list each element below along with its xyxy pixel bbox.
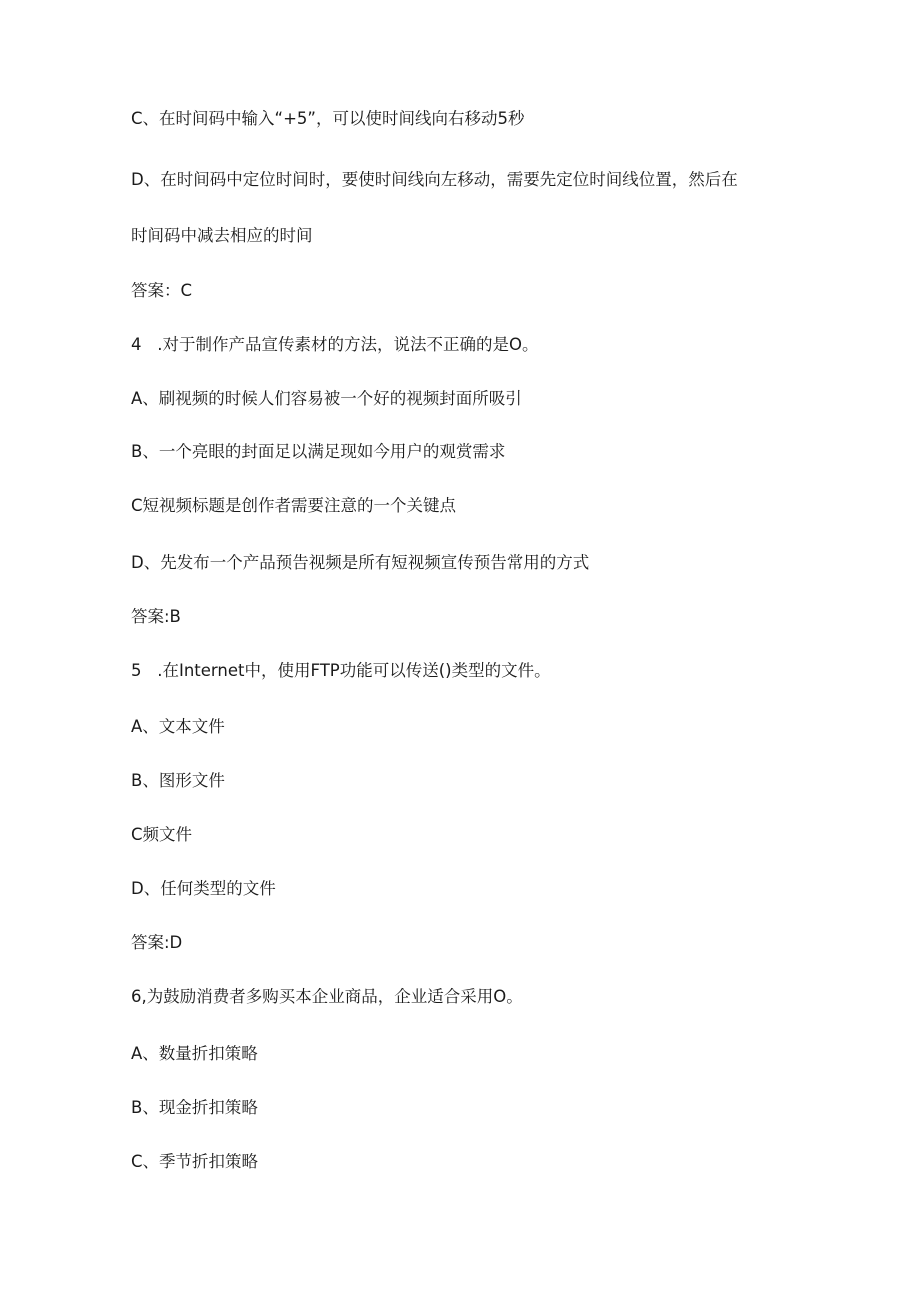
option-a-q5: A、文本文件 [131, 717, 225, 736]
option-b-q5: B、图形文件 [131, 771, 225, 790]
option-c-q6: C、季节折扣策略 [131, 1152, 259, 1171]
option-c-q4: C短视频标题是创作者需要注意的一个关键点 [131, 496, 457, 515]
answer-q5: 答案:D [131, 933, 183, 952]
option-c-q3: C、在时间码中输入“+5”，可以使时间线向右移动5秒 [131, 109, 525, 128]
question-4: 4 .对于制作产品宣传素材的方法，说法不正确的是O。 [131, 335, 539, 354]
question-6: 6,为鼓励消费者多购买本企业商品，企业适合采用O。 [131, 987, 523, 1006]
option-d-q5: D、任何类型的文件 [131, 879, 276, 898]
option-a-q6: A、数量折扣策略 [131, 1044, 258, 1063]
option-a-q4: A、刷视频的时候人们容易被一个好的视频封面所吸引 [131, 389, 522, 408]
option-b-q4: B、一个亮眼的封面足以满足现如今用户的观赏需求 [131, 442, 506, 461]
option-c-q5: C频文件 [131, 825, 193, 844]
option-d-q3-line1: D、在时间码中定位时间时，要使时间线向左移动，需要先定位时间线位置，然后在 [131, 170, 738, 189]
question-5: 5 .在Internet中，使用FTP功能可以传送()类型的文件。 [131, 661, 551, 680]
option-d-q4: D、先发布一个产品预告视频是所有短视频宣传预告常用的方式 [131, 553, 590, 572]
answer-q4: 答案:B [131, 607, 181, 626]
answer-q3: 答案：C [131, 281, 193, 300]
option-d-q3-line2: 时间码中减去相应的时间 [131, 226, 313, 245]
option-b-q6: B、现金折扣策略 [131, 1098, 258, 1117]
